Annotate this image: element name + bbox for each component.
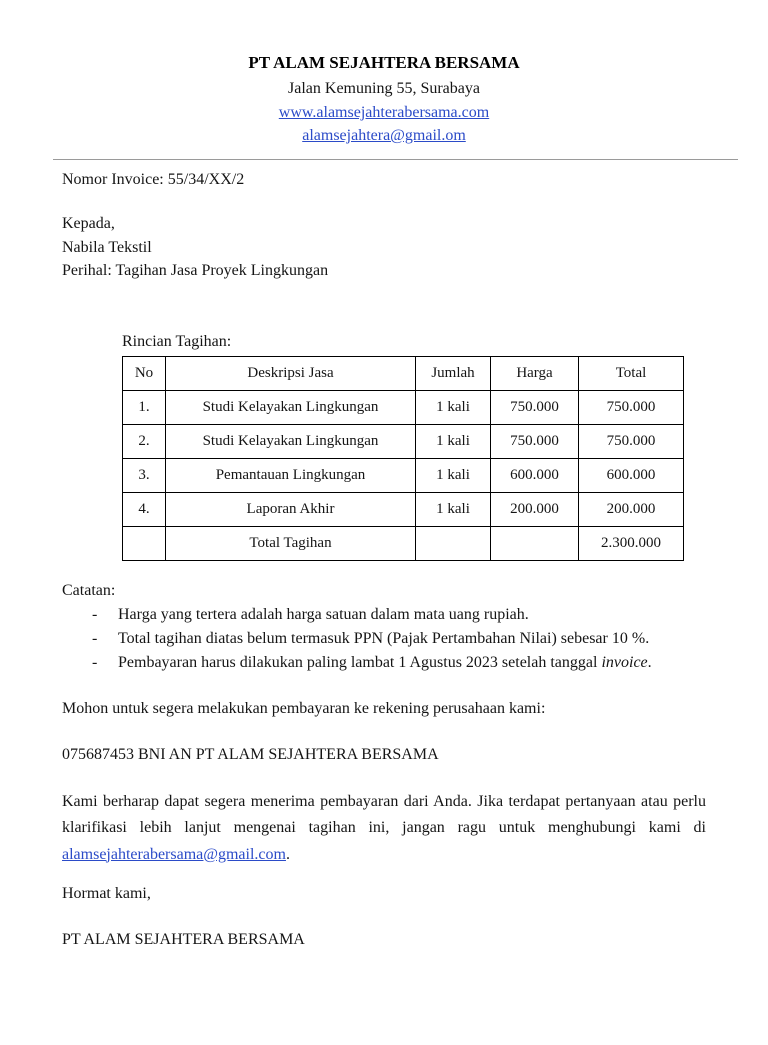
table-row xyxy=(123,424,684,458)
cell-total: 200.000 xyxy=(579,492,684,526)
notes-title: Catatan: xyxy=(62,581,116,599)
subject-line: Perihal: Tagihan Jasa Proyek Lingkungan xyxy=(62,262,329,279)
col-header-harga: Harga xyxy=(491,356,579,390)
cell-no: 1. xyxy=(123,390,166,424)
table-caption: Rincian Tagihan: xyxy=(122,332,232,350)
cell-empty xyxy=(416,526,491,560)
invoice-number: Nomor Invoice: 55/34/XX/2 xyxy=(62,171,245,188)
cell-harga: 750.000 xyxy=(491,424,579,458)
cell-jumlah: 1 kali xyxy=(416,390,491,424)
company-name: PT ALAM SEJAHTERA BERSAMA xyxy=(248,53,520,72)
table-total-row xyxy=(123,526,684,560)
contact-email-link[interactable]: alamsejahterabersama@gmail.com xyxy=(62,845,286,863)
recipient-greeting: Kepada, xyxy=(62,215,115,232)
cell-jumlah: 1 kali xyxy=(416,492,491,526)
col-header-deskripsi: Deskripsi Jasa xyxy=(166,356,416,390)
note-item xyxy=(92,603,706,627)
table-row xyxy=(123,390,684,424)
note-item xyxy=(92,627,706,651)
dash-bullet: - xyxy=(92,629,98,647)
cell-deskripsi: Studi Kelayakan Lingkungan xyxy=(166,424,416,458)
website-link[interactable]: www.alamsejahterabersama.com xyxy=(278,104,490,121)
closing-text-after: . xyxy=(285,845,290,863)
recipient-block xyxy=(62,212,706,283)
note-text: Harga yang tertera adalah harga satuan dalam mata uang rupiah. xyxy=(118,605,529,623)
payment-request: Mohon untuk segera melakukan pembayaran ke rekening perusahaan kami: xyxy=(62,699,546,717)
salutation: Hormat kami, xyxy=(62,885,151,902)
closing-paragraph xyxy=(62,789,706,869)
cell-deskripsi: Studi Kelayakan Lingkungan xyxy=(166,390,416,424)
table-row xyxy=(123,492,684,526)
note-text: Pembayaran harus dilakukan paling lambat 1 Agustus 2023 setelah tanggal invoice. xyxy=(118,653,652,671)
cell-no: 3. xyxy=(123,458,166,492)
dash-bullet: - xyxy=(92,605,98,623)
cell-total: 600.000 xyxy=(579,458,684,492)
cell-no: 2. xyxy=(123,424,166,458)
cell-total: 750.000 xyxy=(579,390,684,424)
note-text: Total tagihan diatas belum termasuk PPN (Pajak Pertambahan Nilai) sebesar 10 %. xyxy=(118,629,650,647)
table-row xyxy=(123,458,684,492)
total-value: 2.300.000 xyxy=(579,526,684,560)
notes-section xyxy=(62,579,706,675)
recipient-name: Nabila Tekstil xyxy=(62,238,152,256)
bank-account: 075687453 BNI AN PT ALAM SEJAHTERA BERSAMA xyxy=(62,745,439,763)
col-header-jumlah: Jumlah xyxy=(416,356,491,390)
header-divider xyxy=(53,159,738,160)
cell-total: 750.000 xyxy=(579,424,684,458)
total-label: Total Tagihan xyxy=(166,526,416,560)
header-email-link[interactable]: alamsejahtera@gmail.om xyxy=(302,127,466,144)
company-address: Jalan Kemuning 55, Surabaya xyxy=(288,80,480,97)
billing-table xyxy=(122,356,684,561)
letterhead xyxy=(62,50,706,147)
cell-deskripsi: Pemantauan Lingkungan xyxy=(166,458,416,492)
note-item xyxy=(92,651,706,675)
billing-section xyxy=(122,331,706,561)
cell-empty xyxy=(123,526,166,560)
cell-jumlah: 1 kali xyxy=(416,458,491,492)
cell-harga: 600.000 xyxy=(491,458,579,492)
signature-company: PT ALAM SEJAHTERA BERSAMA xyxy=(62,931,305,948)
col-header-total: Total xyxy=(579,356,684,390)
table-header-row xyxy=(123,356,684,390)
cell-jumlah: 1 kali xyxy=(416,424,491,458)
dash-bullet: - xyxy=(92,653,98,671)
cell-empty xyxy=(491,526,579,560)
cell-no: 4. xyxy=(123,492,166,526)
closing-text-before: Kami berharap dapat segera menerima pembayaran dari Anda. Jika terdapat pertanyaan atau perlu klarifikasi lebih lanjut mengenai tagihan ini, jangan ragu untuk menghubungi kami di xyxy=(62,792,706,836)
cell-harga: 200.000 xyxy=(491,492,579,526)
col-header-no: No xyxy=(123,356,166,390)
cell-harga: 750.000 xyxy=(491,390,579,424)
cell-deskripsi: Laporan Akhir xyxy=(166,492,416,526)
